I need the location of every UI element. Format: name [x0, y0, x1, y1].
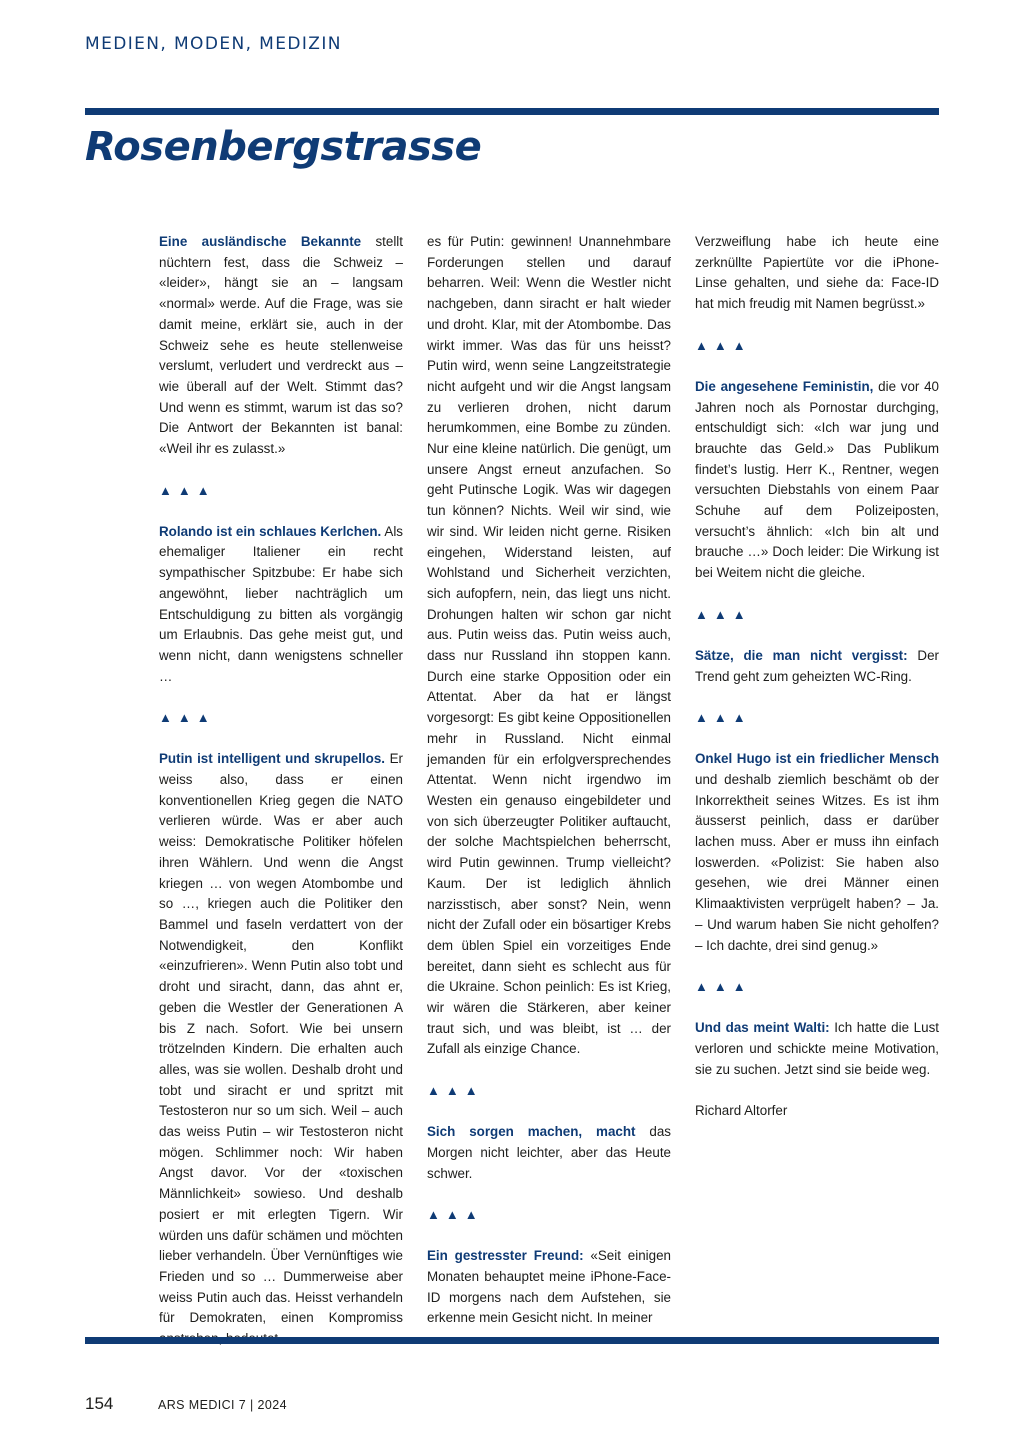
paragraph-text: und deshalb ziemlich beschämt ob der Inkorrektheit seines Witzes. Es ist ihm äusserst peinlich, dass er darüber lachen muss. Aber er muss ihn einfach loswerden. «Polizist: Sie haben also gesehen, wie drei Männer einen Klimaaktivisten verprügelt haben? – Ja. – Und warum haben Sie nicht geholfen? – Ich dachte, drei sind genug.»: [695, 771, 939, 953]
triangle-divider-icon: ▲▲▲: [427, 1083, 484, 1099]
paragraph: [695, 1018, 939, 1080]
paragraph: [695, 646, 939, 687]
paragraph-text: Als ehemaliger Italiener ein recht sympathischer Spitzbube: Er habe sich angewöhnt, lieber nachträglich um Entschuldigung zu bitten als vorgängig um Erlaubnis. Das gehe meist gut, und wenn nicht, dann wenigstens schneller …: [159, 523, 403, 684]
section-label: MEDIEN, MODEN, MEDIZIN: [85, 34, 342, 54]
paragraph: [159, 232, 403, 460]
top-rule: [85, 108, 939, 115]
article-title: Rosenbergstrasse: [85, 124, 482, 170]
triangle-divider-icon: ▲▲▲: [695, 979, 752, 995]
triangle-divider-icon: ▲▲▲: [159, 710, 216, 726]
triangle-divider-icon: ▲▲▲: [427, 1207, 484, 1223]
paragraph-lead: Ein gestresster Freund:: [427, 1248, 584, 1264]
triangle-divider-icon: ▲▲▲: [695, 337, 752, 353]
paragraph-lead: Und das meint Walti:: [695, 1020, 830, 1036]
paragraph-text: Verzweiflung habe ich heute eine zerknüllte Papiertüte vor die iPhone-Linse gehalten, und siehe da: Face-ID hat mich freudig mit Namen begrüsst.»: [695, 234, 939, 312]
paragraph-text: das Morgen nicht leichter, aber das Heute schwer.: [427, 1124, 672, 1181]
paragraph: [695, 232, 939, 315]
paragraph-text: stellt nüchtern fest, dass die Schweiz – «leider», hängt sie an – langsam «normal» werde. Auf die Frage, was sie damit meine, erklärt sie, auch in der Schweiz sehe es heute stellenweise verslumt, verludert und verdreckt aus – wie überall auf der Welt. Stimmt das? Und wenn es stimmt, warum ist das so? Die Antwort der Bekannten ist banal: «Weil ihr es zulasst.»: [159, 234, 403, 457]
paragraph-lead: Die angesehene Feministin,: [695, 378, 874, 394]
journal-issue: ARS MEDICI 7 | 2024: [158, 1398, 287, 1412]
triangle-divider-icon: ▲▲▲: [159, 482, 216, 498]
paragraph-text: Er weiss also, dass er einen konventionellen Krieg gegen die NATO verlieren würde. Was er aber auch weiss: Demokratische Politiker höfelen ihren Wählern. Und wenn die Angst kriegen … von wegen Atombombe und so …, kriegen auch die Politiker den Bammel und faseln verdattert von der Notwendigkeit, den Konflikt «einzufrieren». Wenn Putin also tobt und droht und siracht, dann, das ahnt er, geben die Westler der Generationen A bis Z nach. Sofort. Wie bei unsern trötzelnden Kindern. Die erhalten auch alles, was sie wollen. Deshalb droht und tobt und siracht er und spritzt mit Testosteron nur so um sich. Weil – auch das weiss Putin – wir Testosteron nicht mögen. Schlimmer noch: Wir haben Angst davor. Vor der «toxischen Männlichkeit» sowieso. Und deshalb posiert er mit erlegten Tigern. Wir würden uns dafür schämen und möchten lieber verhandeln. Über Vernünftiges wie Frieden und so … Dummerweise aber weiss Putin auch das. Heisst verhandeln für Demokraten, einen Kompromiss: [159, 751, 403, 1326]
bottom-rule: [85, 1337, 939, 1344]
paragraph-lead: Putin ist intelligent und skrupellos.: [159, 751, 385, 767]
paragraph: [159, 749, 403, 1349]
paragraph-text: Der Trend geht zum geheizten WC-Ring.: [695, 647, 939, 684]
paragraph-lead: Eine ausländische Bekannte: [159, 234, 362, 249]
paragraph-lead: Rolando ist ein schlaues Kerlchen.: [159, 523, 382, 539]
paragraph-text: «Seit einigen Monaten behauptet meine iPhone-Face-ID morgens nach dem Aufstehen, sie erkenne mein Gesicht nicht. In meiner: [427, 1248, 671, 1326]
paragraph: [427, 232, 671, 1060]
triangle-divider-icon: ▲▲▲: [695, 606, 752, 622]
text-column-2: [427, 232, 671, 1350]
text-column-1: [159, 232, 403, 1371]
paragraph-lead: Onkel Hugo ist ein friedlicher Mensch: [695, 751, 939, 767]
paragraph: [427, 1246, 671, 1329]
author-name: Richard Altorfer: [695, 1103, 788, 1119]
paragraph: [695, 749, 939, 956]
text-column-3: [695, 232, 939, 1122]
page-number: 154: [85, 1394, 114, 1413]
triangle-divider-icon: ▲▲▲: [695, 710, 752, 726]
paragraph-text: es für Putin: gewinnen! Unannehmbare Forderungen stellen und darauf beharren. Weil: Wenn die Westler nicht nachgeben, dann siracht er halt wieder und droht. Klar, mit der Atombombe. Das wirkt immer. Was das für uns heisst? Putin wird, wenn seine Langzeitstrategie nicht aufgeht und wir die Angst langsam zu verlieren drohen, nicht darum herumkommen, eine Bombe zu zünden. Nur eine kleine natürlich. Die genügt, um unsere Angst erneut anzufachen. So geht Putinsche Logik. Was wir dagegen tun können? Nichts. Weil wir sind, wie wir sind. Wir leiden nicht gerne. Risiken eingehen, Widerstand leisten, auf Wohlstand und Sicherheit verzichten, sich aufopfern, nein, das liegt uns nicht. Drohungen halten wir schon gar nicht aus. Putin weiss das. Putin weiss auch, dass nur Russland ihn stoppen kann. Durch eine starke Opposition oder ein Attentat. Aber da hat er längst vorgesorgt: Es gibt keine Oppositionellen mehr in Russland. Nicht einmal jemanden für ein erfolgversprechendes Attentat. Wenn nicht irgendwo im Westen ein genauso eingebildeter und von sich überzeugter Politiker auftaucht, der solche Machtspielchen beherrscht, wird Putin gewinnen. Trump vielleicht? Kaum. Der ist lediglich ähnlich narzisstisch, aber sonst? Nein, wenn nicht der Zufall oder ein bösartiger Krebs dem üblen Spiel ein vorzeitiges Ende bereitet, dann sieht es schlecht aus für die Ukraine. Schon peinlich: Es ist Krieg, wir wären die Stärkeren, aber keiner traut sich, und was bleibt, ist … der Zufall als einzige Chance.: [427, 234, 671, 1057]
paragraph-text: die vor 40 Jahren noch als Pornostar durchging, entschuldigt sich: «Ich war jung und brauchte das Geld.» Das Publikum findet’s lustig. Herr K., Rentner, wegen versuchten Diebstahls von einem Paar Schuhe auf dem Polizeiposten, versucht’s ähnlich: «Ich bin alt und brauche …» Doch leider: Die Wirkung ist bei Weitem nicht die gleiche.: [695, 378, 939, 581]
paragraph-lead: Sich sorgen machen, macht: [427, 1124, 636, 1140]
paragraph-lead: Sätze, die man nicht vergisst:: [695, 647, 908, 663]
paragraph: [427, 1122, 671, 1184]
paragraph: [159, 522, 403, 688]
paragraph: [695, 377, 939, 584]
paragraph-text: Ich hatte die Lust verloren und schickte meine Motivation, sie zu suchen. Jetzt sind sie beide weg.: [695, 1020, 939, 1077]
